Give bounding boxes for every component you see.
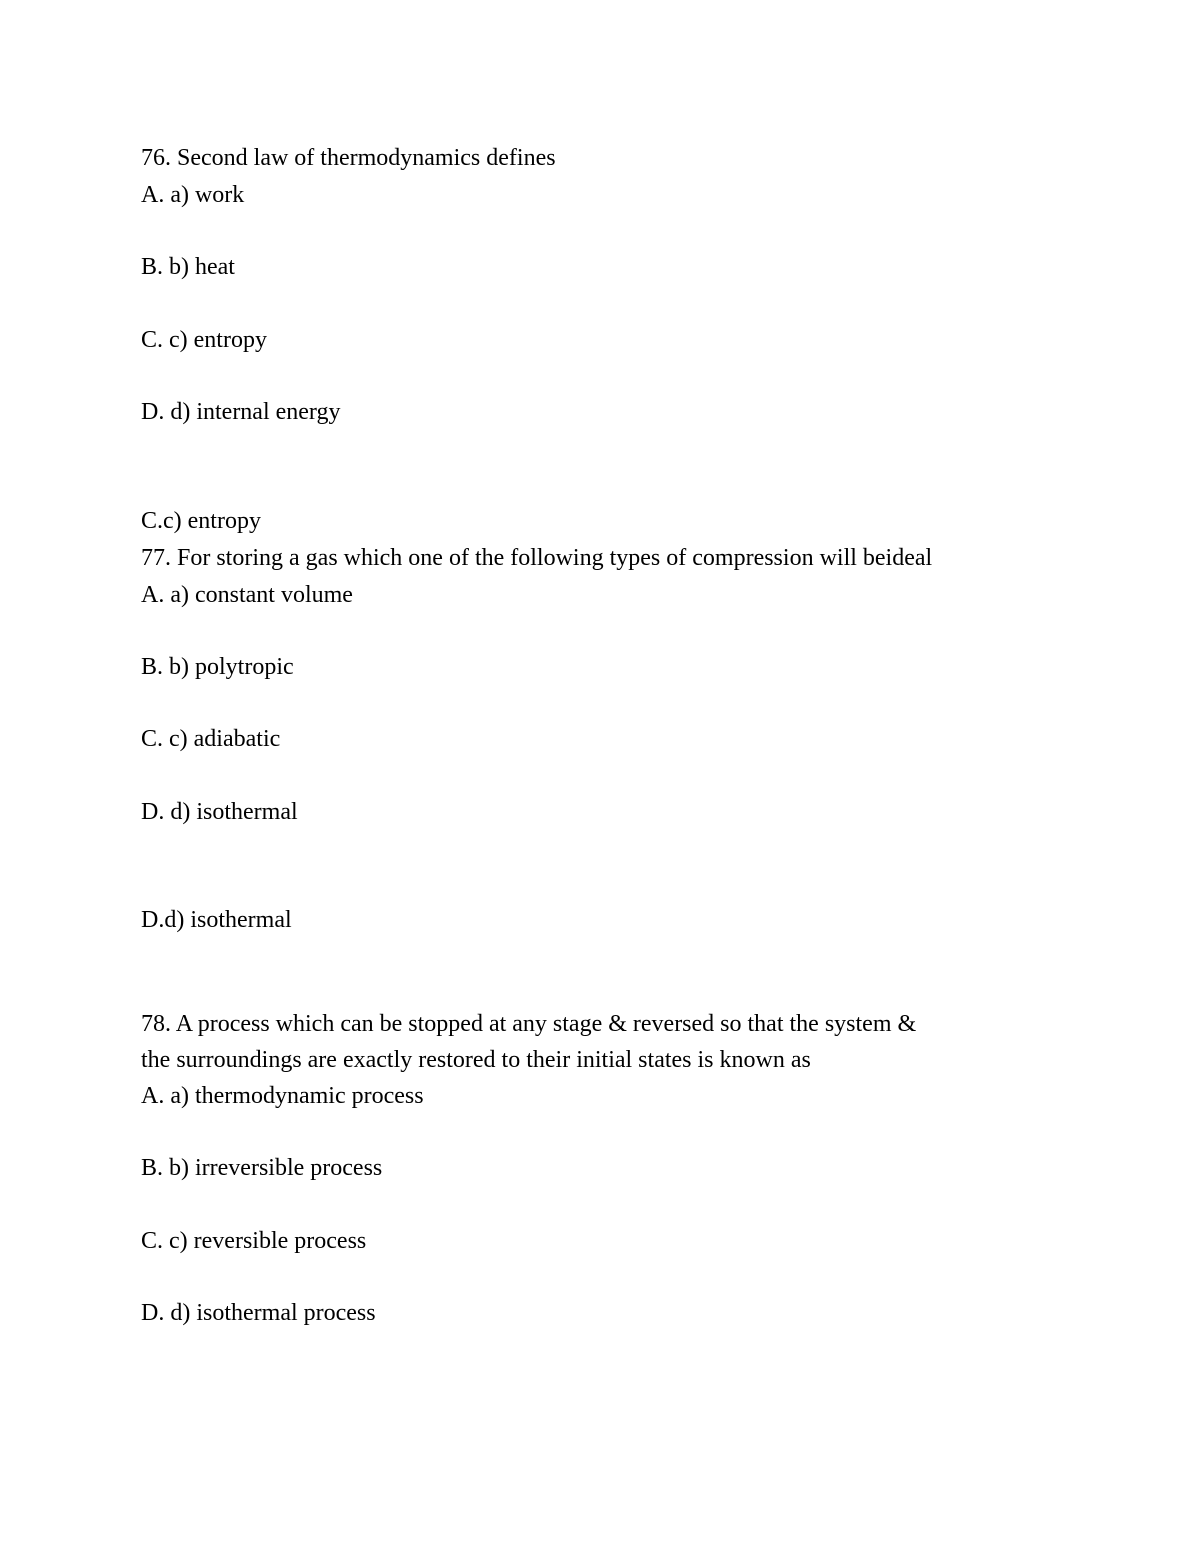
option-c: C. c) adiabatic (141, 726, 281, 752)
answer-76: C.c) entropy (141, 508, 261, 534)
option-c: C. c) entropy (141, 327, 267, 353)
question-number: 76. (141, 145, 171, 171)
question-78-stem-continued: the surroundings are exactly restored to their initial states is known as (141, 1047, 811, 1073)
question-76-stem (141, 143, 556, 173)
question-text: Second law of thermodynamics defines (177, 145, 556, 171)
question-number: 77. (141, 545, 171, 571)
question-text: For storing a gas which one of the following types of compression will beideal (177, 545, 933, 571)
option-c: C. c) reversible process (141, 1228, 367, 1254)
option-d: D. d) isothermal process (141, 1300, 376, 1326)
question-text: A process which can be stopped at any stage & reversed so that the system & (175, 1011, 917, 1037)
option-d: D. d) isothermal (141, 799, 298, 825)
option-a: A. a) constant volume (141, 582, 353, 608)
option-d: D. d) internal energy (141, 399, 341, 425)
option-b: B. b) heat (141, 254, 235, 280)
question-77-stem (141, 543, 932, 573)
answer-77: D.d) isothermal (141, 907, 292, 933)
option-a: A. a) thermodynamic process (141, 1083, 424, 1109)
question-number: 78. (141, 1011, 171, 1037)
option-b: B. b) polytropic (141, 654, 294, 680)
option-a: A. a) work (141, 182, 245, 208)
question-78-stem (141, 1009, 916, 1039)
option-b: B. b) irreversible process (141, 1155, 383, 1181)
